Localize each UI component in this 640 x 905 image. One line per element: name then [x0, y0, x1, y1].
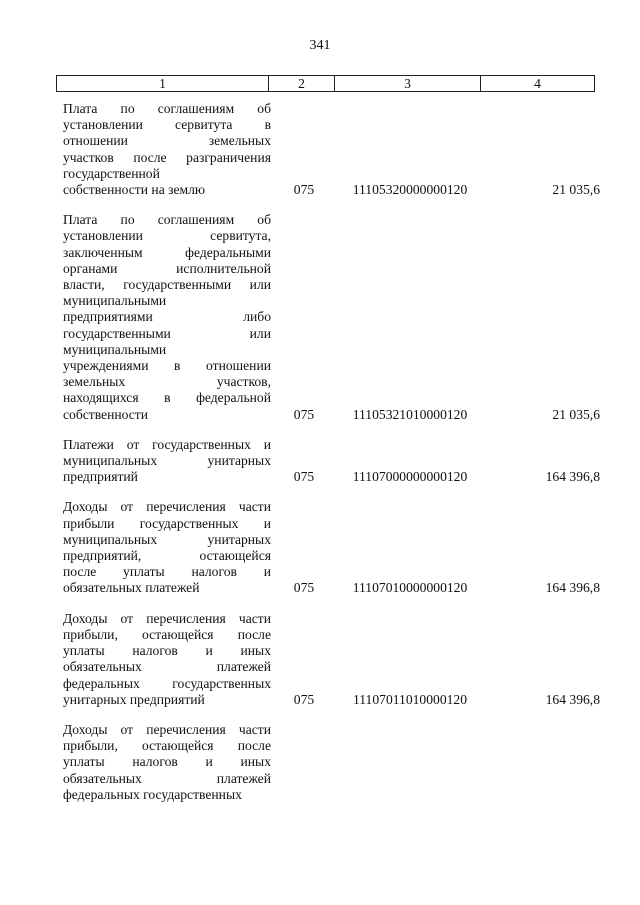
revenue-name-line: прибыли государственных и — [63, 515, 271, 531]
amount: 164 396,8 — [545, 469, 600, 485]
revenue-name-line: органами исполнительной — [63, 260, 271, 276]
revenue-name-line: собственности — [63, 406, 149, 422]
revenue-name-line: Доходы от перечисления части — [63, 610, 271, 626]
revenue-name-line: обязательных платежей — [63, 770, 271, 786]
column-header-3: 3 — [335, 76, 481, 92]
revenue-name-line: прибыли, остающейся после — [63, 738, 271, 754]
revenue-name — [56, 611, 271, 708]
revenue-name-line: Доходы от перечисления части — [63, 499, 271, 515]
revenue-name-line: муниципальных унитарных — [63, 531, 271, 547]
revenue-name-line: обязательных платежей — [63, 580, 200, 596]
table-row — [56, 101, 600, 198]
budget-classification-code: 11107000000000120 — [352, 469, 468, 485]
admin-code: 075 — [293, 406, 315, 422]
revenue-name-line: заключенным федеральными — [63, 244, 271, 260]
revenue-name-line: государственными или — [63, 325, 271, 341]
revenue-name-line: федеральных государственных — [63, 786, 242, 802]
revenue-name-line: муниципальными — [63, 341, 167, 357]
revenue-name-line: Платежи от государственных и — [63, 436, 271, 452]
column-header-2: 2 — [269, 76, 335, 92]
revenue-name-line: установлении сервитута в — [63, 117, 271, 133]
admin-code: 075 — [293, 469, 315, 485]
amount: 164 396,8 — [545, 580, 600, 596]
revenue-name-line: уплаты налогов и иных — [63, 643, 271, 659]
revenue-name-line: предприятий, остающейся — [63, 548, 271, 564]
revenue-name-line: государственной — [63, 165, 160, 181]
revenue-name-line: Плата по соглашениям об — [63, 212, 271, 228]
revenue-name-line: федеральных государственных — [63, 675, 271, 691]
revenue-name — [56, 437, 271, 486]
revenue-name-line: муниципальными — [63, 293, 167, 309]
table-row — [56, 499, 600, 596]
revenue-name-line: обязательных платежей — [63, 659, 271, 675]
column-header-4: 4 — [481, 76, 595, 92]
revenue-name-line: после уплаты налогов и — [63, 564, 271, 580]
budget-classification-code: 11105320000000120 — [352, 182, 468, 198]
column-header-row — [57, 76, 595, 92]
revenue-name-line: Доходы от перечисления части — [63, 721, 271, 737]
revenue-name — [56, 101, 271, 198]
revenue-name — [56, 212, 271, 423]
revenue-name-line: муниципальных унитарных — [63, 453, 271, 469]
revenue-name-line: установлении сервитута, — [63, 228, 271, 244]
revenue-name-line: уплаты налогов и иных — [63, 754, 271, 770]
revenue-name-line: унитарных предприятий — [63, 691, 205, 707]
table-row — [56, 437, 600, 486]
revenue-name-line: предприятий — [63, 469, 138, 485]
revenue-name-line: собственности на землю — [63, 182, 206, 198]
table-row — [56, 722, 600, 803]
revenue-name-line: власти, государственными или — [63, 277, 271, 293]
revenue-name-line: прибыли, остающейся после — [63, 626, 271, 642]
table-row — [56, 611, 600, 708]
column-header-table — [56, 75, 595, 92]
table-body — [56, 101, 600, 817]
page-number: 341 — [309, 38, 331, 53]
revenue-name-line: предприятиями либо — [63, 309, 271, 325]
column-header-1: 1 — [57, 76, 269, 92]
amount: 21 035,6 — [552, 182, 600, 198]
admin-code: 075 — [293, 182, 315, 198]
budget-classification-code: 11107011010000120 — [352, 691, 468, 707]
table-row — [56, 212, 600, 423]
revenue-name-line: земельных участков, — [63, 374, 271, 390]
revenue-name-line: отношении земельных — [63, 133, 271, 149]
budget-classification-code: 11107010000000120 — [352, 580, 468, 596]
revenue-name-line: Плата по соглашениям об — [63, 101, 271, 116]
revenue-name-line: участков после разграничения — [63, 149, 271, 165]
amount: 164 396,8 — [545, 691, 600, 707]
budget-classification-code: 11105321010000120 — [352, 406, 468, 422]
admin-code: 075 — [293, 580, 315, 596]
amount: 21 035,6 — [552, 406, 600, 422]
revenue-name — [56, 722, 271, 803]
admin-code: 075 — [293, 691, 315, 707]
revenue-name-line: учреждениями в отношении — [63, 358, 271, 374]
revenue-name-line: находящихся в федеральной — [63, 390, 271, 406]
revenue-name — [56, 499, 271, 596]
